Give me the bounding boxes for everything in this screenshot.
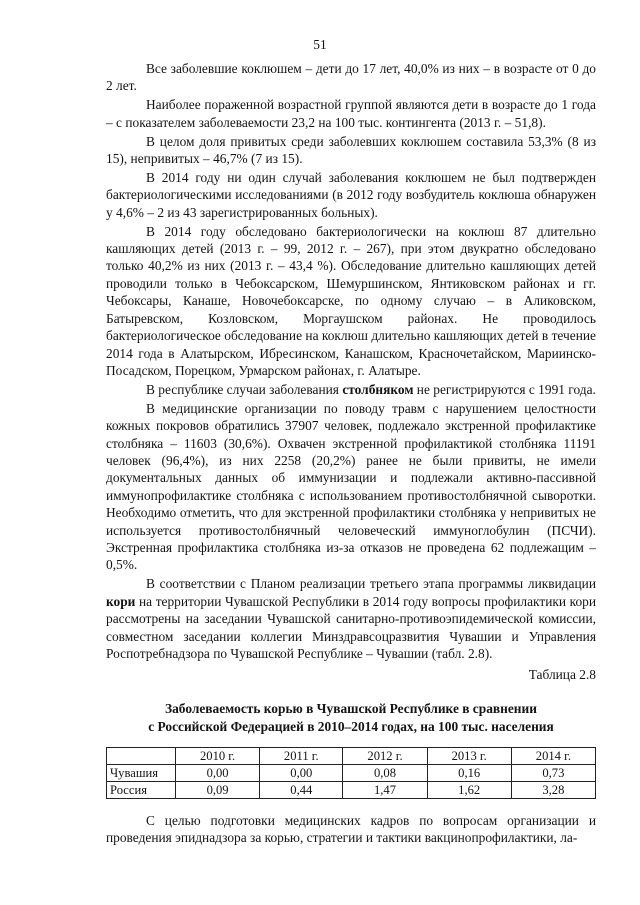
- row-label: Россия: [107, 782, 176, 799]
- table-cell: 0,08: [343, 765, 427, 782]
- header-cell-2010: 2010 г.: [176, 748, 260, 765]
- page-number: 51: [313, 37, 327, 52]
- header-cell-2014: 2014 г.: [511, 748, 595, 765]
- table-title-line: Заболеваемость корью в Чувашской Республике в сравнении: [165, 701, 537, 716]
- paragraph-text: не регистрируются с 1991 года.: [413, 381, 596, 397]
- row-label: Чувашия: [107, 765, 176, 782]
- header-cell-empty: [107, 748, 176, 765]
- table-cell: 3,28: [511, 782, 595, 799]
- continuation-text: [106, 812, 596, 848]
- paragraph-5: [106, 223, 596, 380]
- paragraph-text: В республике случаи заболевания: [146, 381, 343, 397]
- table-row: [107, 765, 596, 782]
- header-cell-2013: 2013 г.: [427, 748, 511, 765]
- paragraph-1: [106, 60, 596, 95]
- paragraph-2: [106, 96, 596, 131]
- table-title: [106, 700, 596, 736]
- paragraph-text: В 2014 году обследовано бактериологически на коклюш 87 длительно кашляющих детей (2013 г. – 99, 2012 г. – 267), при этом двукратно обследовано только 40,2% из них (2013 г. – 43,4 %). Обследование длительно кашляющих детей проводили только в Чебоксарском, Шемуршинском, Янтиковском районах и гг. Чебоксары, Канаше, Новочебоксарске, по одному случаю – в Аликовском, Батыревском, Козловском, Моргаушском районах. Не проводилось бактериологическое обследование на коклюш длительно кашляющих детей в течение 2014 года в Алатырском, Ибресинском, Канашском, Красночетайском, Мариинско-Посадском, Порецком, Урмарском районах, г. Алатыре.: [106, 223, 596, 378]
- header-cell-2011: 2011 г.: [260, 748, 343, 765]
- table-cell: 0,16: [427, 765, 511, 782]
- paragraph-6: [106, 381, 596, 398]
- table-row: [107, 782, 596, 799]
- table-cell: 0,73: [511, 765, 595, 782]
- paragraph-9: [106, 812, 596, 847]
- table-cell: 0,00: [260, 765, 343, 782]
- paragraph-text: С целью подготовки медицинских кадров по вопросам организации и проведения эпиднадзора за корью, стратегии и тактики вакцинопрофилактики, ла-: [106, 813, 596, 846]
- paragraph-text: Все заболевшие коклюшем – дети до 17 лет, 40,0% из них – в возрасте от 0 до 2 лет.: [106, 61, 596, 94]
- paragraph-4: [106, 169, 596, 221]
- table-title-line: с Российской Федерацией в 2010–2014 годах, на 100 тыс. населения: [148, 719, 554, 734]
- body-text: [106, 60, 596, 664]
- table-cell: 1,47: [343, 782, 427, 799]
- table-cell: 0,09: [176, 782, 260, 799]
- paragraph-7: [106, 400, 596, 574]
- paragraph-text: В 2014 году ни один случай заболевания коклюшем не был подтвержден бактериологическими исследованиями (в 2012 году возбудитель коклюша обнаружен у 4,6% – 2 из 43 зарегистрированных больных).: [106, 169, 596, 220]
- paragraph-text: В целом доля привитых среди заболевших коклюшем составила 53,3% (8 из 15), непривитых – 46,7% (7 из 15).: [106, 133, 596, 167]
- paragraph-text: Наиболее пораженной возрастной группой являются дети в возрасте до 1 года – с показателем заболеваемости 23,2 на 100 тыс. контингента (2013 г. – 51,8).: [106, 97, 596, 130]
- paragraph-text: на территории Чувашской Республики в 2014 году вопросы профилактики кори рассмотрены на заседании Чувашской санитарно-противоэпидемической комиссии, совместном заседании коллегии Минздравсоцразвития Чувашии и Управления Роспотребнадзора по Чувашской Республике – Чувашии (табл. 2.8).: [106, 593, 596, 661]
- table-cell: 0,00: [176, 765, 260, 782]
- table-cell: 0,44: [260, 782, 343, 799]
- paragraph-text: В медицинские организации по поводу травм с нарушением целостности кожных покровов обратились 37907 человек, подлежало экстренной профилактике столбняка – 11603 (30,6%). Охвачен экстренной профилактикой столбняка 11191 человек (96,4%), из них 2258 (20,2%) ранее не были привиты, не имели документальных данных об иммунизации и подлежали активно-пассивной иммунопрофилактике столбняка с использованием противостолбнячной сыворотки. Необходимо отметить, что для экстренной профилактики столбняка у непривитых не используется противостолбнячный человеческий иммуноглобулин (ПСЧИ). Экстренная профилактика столбняка из-за отказов не проведена 62 подлежащим – 0,5%.: [106, 400, 596, 573]
- table-caption: Таблица 2.8: [528, 667, 596, 682]
- paragraph-3: [106, 133, 596, 168]
- bold-term-measles: кори: [106, 593, 136, 609]
- measles-incidence-table: [106, 747, 596, 799]
- paragraph-8: [106, 575, 596, 662]
- paragraph-text: В соответствии с Планом реализации третьего этапа программы ликвидации: [146, 576, 596, 592]
- table-cell: 1,62: [427, 782, 511, 799]
- table-header-row: [107, 748, 596, 765]
- bold-term-tetanus: столбняком: [342, 381, 414, 397]
- header-cell-2012: 2012 г.: [343, 748, 427, 765]
